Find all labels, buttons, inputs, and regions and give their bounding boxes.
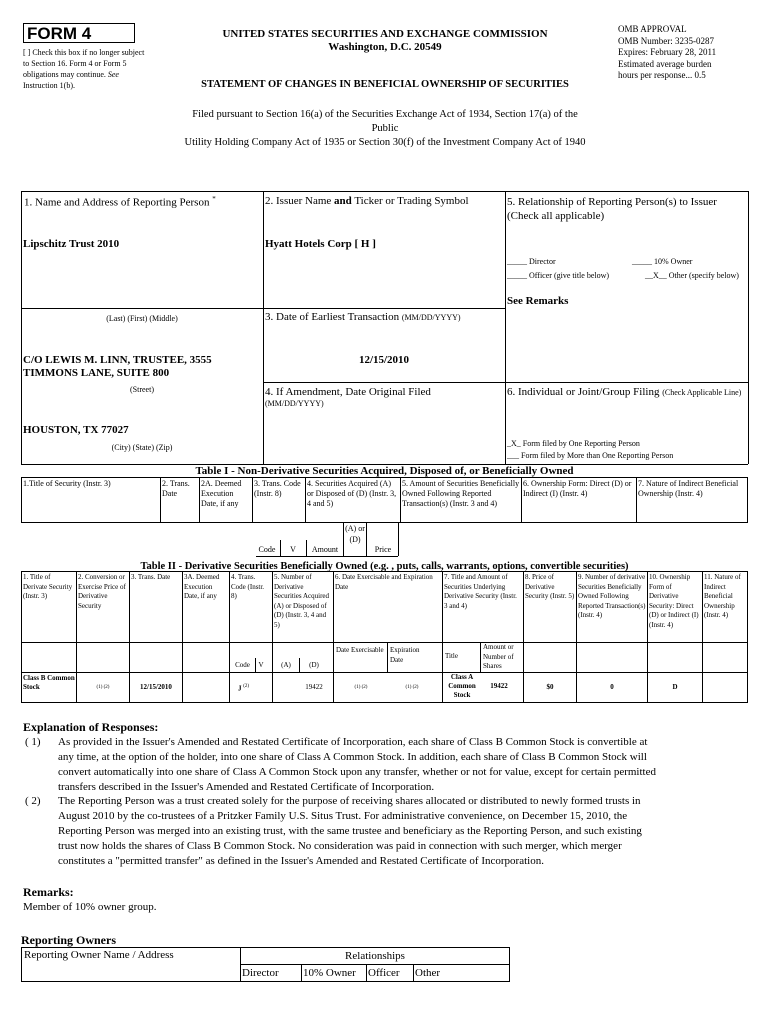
t2-col-date: 3. Trans. Date — [130, 572, 183, 643]
t1-sub-aord: (A) or (D) — [345, 524, 365, 544]
explanation-title: Explanation of Responses: — [23, 720, 159, 734]
remarks-title: Remarks: — [23, 885, 74, 899]
t2-row-ad-cell — [273, 673, 334, 703]
t2-row-underlying-title: Class A Common Stock — [448, 673, 476, 699]
grid-right-line — [505, 191, 506, 464]
footnote-1-number: ( 1) — [25, 736, 41, 748]
box1-label-text: 1. Name and Address of Reporting Person — [24, 196, 210, 209]
owners-col-director: Director — [241, 965, 302, 982]
issuer-name: Hyatt Hotels Corp [ H ] — [265, 238, 376, 250]
box2-label — [265, 195, 469, 207]
footnote-1-line-4: transfers described in the Issuer's Amended and Restated Certificate of Incorporation. — [58, 781, 435, 793]
box1-asterisk: * — [212, 195, 216, 203]
footnote-1-line-1: As provided in the Issuer's Amended and Restated Certificate of Incorporation, each share of Class B Common Stock is convertible at — [58, 736, 648, 748]
box5-label — [507, 195, 748, 223]
t1-sub-divider-5 — [398, 522, 399, 556]
t1-col-amount: 5. Amount of Securities Beneficially Owned Following Reported Transaction(s) (Instr. 3 and 4) — [401, 478, 522, 523]
t2-col-title: 1. Title of Derivate Security (Instr. 3) — [22, 572, 77, 643]
t2-sub-empty-3 — [130, 643, 183, 673]
t2-col-form: 10. Ownership Form of Derivative Security: Direct (D) or Indirect (I) (Instr. 4) — [648, 572, 703, 643]
t1-sub-price: Price — [374, 545, 392, 554]
footnote-2 — [58, 794, 758, 869]
t2-row-owned: 0 — [577, 673, 648, 703]
box4-label-text: 4. If Amendment, Date Original Filed — [265, 386, 431, 398]
t2-col-acquired: 5. Number of Derivative Securities Acquired (A) or Disposed of (D) (Instr. 3, 4 and 5) — [273, 572, 334, 643]
box3-label-format: (MM/DD/YYYY) — [401, 313, 461, 322]
t2-col-price: 8. Price of Derivative Security (Instr. 5) — [524, 572, 577, 643]
grid-end-line — [748, 191, 749, 464]
owners-title: Reporting Owners — [21, 933, 116, 947]
t2-row-exp-fn: (1) (2) — [405, 684, 419, 690]
street-address — [23, 354, 212, 380]
footnote-1 — [58, 735, 758, 795]
t1-sub-bottom — [256, 556, 398, 557]
t2-row-security: Class B Common Stock — [22, 673, 77, 703]
t2-sub-amount: Amount or Number of Shares — [483, 643, 514, 670]
t1-col-ownership: 6. Ownership Form: Direct (D) or Indirect (I) (Instr. 4) — [522, 478, 637, 523]
owners-table — [21, 947, 510, 982]
agency-name: UNITED STATES SECURITIES AND EXCHANGE COMMISSION — [222, 28, 548, 40]
rel-other: __X__ Other (specify below) — [645, 271, 739, 280]
rel-director: _____ Director — [507, 257, 556, 266]
check-box-text: [ ] Check this box if no longer subject to Section 16. Form 4 or Form 5 obligations may continue. — [23, 48, 145, 79]
table1-title: Table I - Non-Derivative Securities Acquired, Disposed of, or Beneficially Owned — [195, 465, 574, 477]
grid-left-line — [21, 191, 22, 464]
t1-col-title: 1.Title of Security (Instr. 3) — [22, 478, 161, 523]
filed-pursuant — [130, 108, 640, 150]
box1-label — [24, 195, 216, 209]
t2-col-code: 4. Trans. Code (Instr. 8) — [230, 572, 273, 643]
t2-row-code-cell — [230, 673, 273, 703]
filing-more-persons: ___ Form filed by More than One Reporting Person — [507, 451, 674, 460]
box5-label-text: 5. Relationship of Reporting Person(s) to Issuer — [507, 196, 717, 208]
filed-line-3: Utility Holding Company Act of 1935 or Section 30(f) of the Investment Company Act of 1940 — [184, 137, 586, 148]
agency-block — [180, 28, 590, 54]
filed-line-2: Public — [371, 123, 399, 134]
t2-row-price: $0 — [524, 673, 577, 703]
footnote-2-line-4: trust now holds the shares of Class B Common Stock. No consideration was paid in connection with such merger, which merger — [58, 840, 622, 852]
box4-label-format: (MM/DD/YYYY) — [265, 399, 324, 408]
t1-sub-divider-2 — [306, 540, 307, 556]
t2-row-date: 12/15/2010 — [130, 673, 183, 703]
t2-col-underlying: 7. Title and Amount of Securities Underlying Derivative Security (Instr. 3 and 4) — [443, 572, 524, 643]
t1-sub-divider-4 — [366, 522, 367, 556]
omb-approval-block — [618, 24, 758, 82]
remarks-text: Member of 10% owner group. — [23, 901, 157, 913]
footnote-2-line-3: Reporting Person was merged into an existing trust, with the same trustee and beneficiary as the Reporting Person, and such existing — [58, 825, 642, 837]
t2-sub-exercisable: Date Exercisable — [334, 643, 388, 672]
t1-sub-v: V — [290, 545, 296, 554]
omb-number: OMB Number: 3235-0287 — [618, 35, 714, 46]
t2-col-nature: 11. Nature of Indirect Beneficial Ownership (Instr. 4) — [703, 572, 748, 643]
t2-row-code-fn: (2) — [243, 683, 250, 689]
t2-row-dates-cell — [334, 673, 443, 703]
check-box-notice — [23, 47, 151, 91]
t2-row-conv-fn: (1) (2) — [77, 673, 130, 703]
street-line-1: C/O LEWIS M. LINN, TRUSTEE, 3555 — [23, 354, 212, 366]
t2-sub-dates — [334, 643, 443, 673]
t2-row-form: D — [648, 673, 703, 703]
t2-sub-a: (A) — [273, 658, 300, 672]
box6-label-text: 6. Individual or Joint/Group Filing — [507, 386, 660, 398]
box6-label — [507, 386, 748, 399]
box5-label-check: (Check all applicable) — [507, 210, 605, 222]
t2-sub-empty-1 — [22, 643, 77, 673]
grid-line-1 — [21, 308, 505, 309]
see-remarks: See Remarks — [507, 295, 569, 307]
omb-hours: hours per response... 0.5 — [618, 70, 706, 80]
check-box-instruction: Instruction 1(b). — [23, 81, 75, 90]
t2-sub-v: V — [258, 661, 264, 669]
box2-label-and: and — [334, 195, 352, 207]
box6-label-check: (Check Applicable Line) — [662, 388, 742, 397]
street-label: (Street) — [130, 385, 154, 394]
t2-row-underlying-amount: 19422 — [490, 681, 508, 690]
t2-sub-empty-10 — [648, 643, 703, 673]
t2-sub-code: Code — [230, 658, 256, 672]
t1-col-deemed: 2A. Deemed Execution Date, if any — [200, 478, 253, 523]
grid-mid-line — [263, 191, 264, 464]
t2-row-disposed: 19422 — [305, 682, 323, 691]
earliest-transaction-date: 12/15/2010 — [358, 354, 410, 366]
street-line-2: TIMMONS LANE, SUITE 800 — [23, 367, 170, 379]
t2-sub-empty-4 — [183, 643, 230, 673]
box2-label-a: 2. Issuer Name — [265, 195, 335, 207]
statement-title: STATEMENT OF CHANGES IN BENEFICIAL OWNERSHIP OF SECURITIES — [201, 79, 569, 90]
t2-sub-empty-9 — [577, 643, 648, 673]
footnote-1-line-2: any time, at the option of the holder, into one share of Class A Common Stock. In addition, each share of Class B Common Stock will — [58, 751, 647, 763]
t2-col-exercisable: 6. Date Exercisable and Expiration Date — [334, 572, 443, 643]
t2-row-exer-fn: (1) (2) — [354, 684, 368, 690]
t1-sub-amount: Amount — [311, 545, 339, 554]
city-state-zip: HOUSTON, TX 77027 — [23, 424, 129, 436]
footnote-2-line-1: The Reporting Person was a trust created solely for the purpose of receiving shares allocated or distributed to newly formed trusts in — [58, 795, 641, 807]
table2-title: Table II - Derivative Securities Beneficially Owned (e.g. , puts, calls, warrants, options, convertible securities) — [140, 561, 629, 572]
table1-header — [21, 477, 748, 523]
t2-col-deemed: 3A. Deemed Execution Date, if any — [183, 572, 230, 643]
filed-line-1: Filed pursuant to Section 16(a) of the Securities Exchange Act of 1934, Section 17(a) of the — [192, 109, 578, 120]
t1-sub-divider-3 — [343, 522, 344, 556]
box2-label-b: Ticker or Trading Symbol — [351, 195, 469, 207]
omb-burden: Estimated average burden — [618, 58, 712, 69]
table-row — [22, 673, 748, 703]
rel-ten-pct-owner: _____ 10% Owner — [632, 257, 693, 266]
owners-col-ten-pct: 10% Owner — [302, 965, 367, 982]
footnote-2-line-2: August 2010 by the co-trustees of a Pritzker Family U.S. Situs Trust. For administrative convenience, on December 15, 2010, the — [58, 810, 628, 822]
form-title: FORM 4 — [23, 23, 135, 43]
t1-col-code: 3. Trans. Code (Instr. 8) — [253, 478, 306, 523]
agency-city: Washington, D.C. 20549 — [328, 41, 442, 53]
owners-col-other: Other — [414, 965, 510, 982]
t2-col-owned: 9. Number of derivative Securities Beneficially Owned Following Reported Transaction(s) (Instr. 4) — [577, 572, 648, 643]
t1-col-date: 2. Trans. Date — [161, 478, 200, 523]
owners-col-name: Reporting Owner Name / Address — [22, 948, 241, 982]
footnote-1-line-3: convert automatically into one share of Class A Common Stock upon any transfer, whether or not for value, except for certain permitted — [58, 766, 656, 778]
t1-sub-divider-1 — [280, 540, 281, 556]
grid-line-2 — [263, 382, 748, 383]
t1-sub-code: Code — [258, 545, 276, 554]
t2-col-conversion: 2. Conversion or Exercise Price of Derivative Security — [77, 572, 130, 643]
t2-row-deemed — [183, 673, 230, 703]
t2-sub-title-amount — [443, 643, 524, 673]
owners-col-relationships: Relationships — [241, 948, 510, 965]
name-parts-label: (Last) (First) (Middle) — [106, 314, 178, 323]
t2-sub-empty-11 — [703, 643, 748, 673]
footnote-2-number: ( 2) — [25, 795, 41, 807]
t2-sub-empty-2 — [77, 643, 130, 673]
t1-col-nature: 7. Nature of Indirect Beneficial Ownership (Instr. 4) — [637, 478, 748, 523]
filing-one-person: _X_ Form filed by One Reporting Person — [507, 439, 640, 448]
footnote-2-line-5: constitutes a "permitted transfer" as defined in the Issuer's Amended and Restated Certificate of Incorporation. — [58, 855, 544, 867]
grid-top-line — [21, 191, 748, 192]
owners-col-officer: Officer — [367, 965, 414, 982]
check-box-see: See — [107, 70, 119, 79]
t2-sub-a-d — [273, 643, 334, 673]
t2-sub-d: (D) — [309, 661, 319, 669]
t2-sub-expiration: Expiration Date — [390, 646, 420, 664]
table2-grid — [21, 571, 748, 703]
box3-label — [265, 311, 461, 323]
city-label: (City) (State) (Zip) — [111, 443, 173, 452]
reporting-person-name: Lipschitz Trust 2010 — [23, 238, 120, 250]
t1-col-acquired: 4. Securities Acquired (A) or Disposed of (D) (Instr. 3, 4 and 5) — [306, 478, 401, 523]
omb-expires: Expires: February 28, 2011 — [618, 47, 717, 57]
rel-officer: _____ Officer (give title below) — [507, 271, 610, 280]
box3-label-text: 3. Date of Earliest Transaction — [265, 311, 400, 323]
t2-sub-title: Title — [443, 643, 481, 672]
t2-row-nature — [703, 673, 748, 703]
t2-sub-empty-8 — [524, 643, 577, 673]
t2-sub-code-v — [230, 643, 273, 673]
t2-row-code: J — [238, 683, 242, 692]
t2-row-underlying-cell — [443, 673, 524, 703]
box4-label — [265, 386, 431, 410]
omb-approval: OMB APPROVAL — [618, 24, 687, 34]
